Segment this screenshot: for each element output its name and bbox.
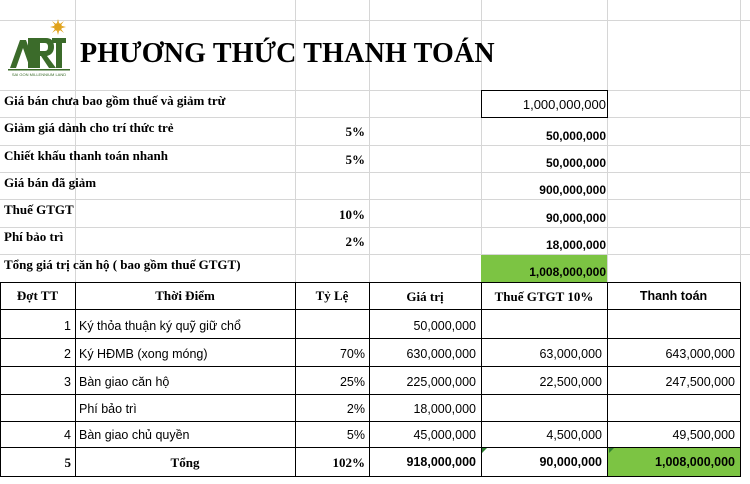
summary-value: 90,000,000 — [545, 211, 606, 225]
table-row-thue: 63,000,000 — [539, 347, 602, 361]
table-row-dot: 1 — [64, 319, 71, 333]
table-row-thoi-diem: Ký thỏa thuận ký quỹ giữ chổ — [79, 319, 241, 333]
summary-label: Tổng giá trị căn hộ ( bao gồm thuế GTGT) — [4, 257, 241, 272]
table-row-dot: 4 — [64, 428, 71, 442]
table-row-thanh-toan: 49,500,000 — [672, 428, 735, 442]
table-row-thoi-diem: Bàn giao chủ quyền — [79, 428, 190, 442]
table-row-thue: 4,500,000 — [546, 428, 602, 442]
summary-value: 50,000,000 — [545, 156, 606, 170]
summary-value: 50,000,000 — [545, 129, 606, 143]
table-row-gia-tri: 45,000,000 — [413, 428, 476, 442]
summary-percent: 10% — [339, 207, 365, 222]
table-row-ty-le: 2% — [346, 402, 365, 416]
logo-caption: SAI GON MILLENNIUM LAND — [11, 72, 67, 77]
header-thue-gtgt: Thuế GTGT 10% — [494, 289, 594, 304]
table-row-ty-le: 70% — [339, 347, 365, 361]
total-row-gia-tri: 918,000,000 — [406, 455, 476, 469]
table-row-thoi-diem: Bàn giao căn hộ — [79, 375, 170, 389]
summary-percent: 5% — [345, 152, 365, 167]
summary-value: 1,000,000,000 — [522, 97, 606, 112]
table-row-thoi-diem: Ký HĐMB (xong móng) — [79, 347, 208, 361]
header-thoi-diem: Thời Điểm — [155, 288, 215, 303]
summary-percent: 5% — [345, 124, 365, 139]
summary-value: 1,008,000,000 — [529, 265, 606, 279]
summary-label: Phí bảo trì — [4, 229, 64, 244]
table-row-thanh-toan: 643,000,000 — [665, 347, 735, 361]
summary-label: Thuế GTGT — [4, 202, 74, 217]
total-row-thanh-toan: 1,008,000,000 — [655, 455, 735, 469]
table-row-gia-tri: 225,000,000 — [406, 375, 476, 389]
total-row-dot: 5 — [64, 455, 71, 470]
page-title: PHƯƠNG THỨC THANH TOÁN — [80, 38, 495, 69]
table-row-gia-tri: 18,000,000 — [413, 402, 476, 416]
table-row-ty-le: 5% — [346, 428, 365, 442]
header-gia-tri: Giá trị — [406, 289, 444, 304]
summary-percent: 2% — [345, 234, 365, 249]
table-row-ty-le: 25% — [339, 375, 365, 389]
table-row-thanh-toan: 247,500,000 — [665, 375, 735, 389]
table-row-gia-tri: 630,000,000 — [406, 347, 476, 361]
summary-value: 18,000,000 — [545, 238, 606, 252]
header-ty-le: Tỷ Lệ — [315, 288, 349, 303]
summary-label: Giá bán đã giảm — [4, 175, 97, 190]
total-row-ty-le: 102% — [332, 455, 365, 470]
table-row-gia-tri: 50,000,000 — [413, 319, 476, 333]
summary-label: Giảm giá dành cho trí thức trẻ — [4, 120, 174, 135]
total-row-thue: 90,000,000 — [539, 455, 602, 469]
table-row-dot: 3 — [64, 375, 71, 389]
summary-value: 900,000,000 — [539, 183, 606, 197]
header-thanh-toan: Thanh toán — [639, 289, 708, 303]
total-row-label: Tổng — [170, 455, 200, 470]
summary-label: Chiết khấu thanh toán nhanh — [4, 148, 169, 163]
summary-label: Giá bán chưa bao gồm thuế và giảm trừ — [4, 93, 226, 108]
table-row-thoi-diem: Phí bảo trì — [79, 402, 137, 416]
table-row-thue: 22,500,000 — [539, 375, 602, 389]
table-row-dot: 2 — [64, 347, 71, 361]
header-dot-tt: Đợt TT — [16, 288, 59, 303]
